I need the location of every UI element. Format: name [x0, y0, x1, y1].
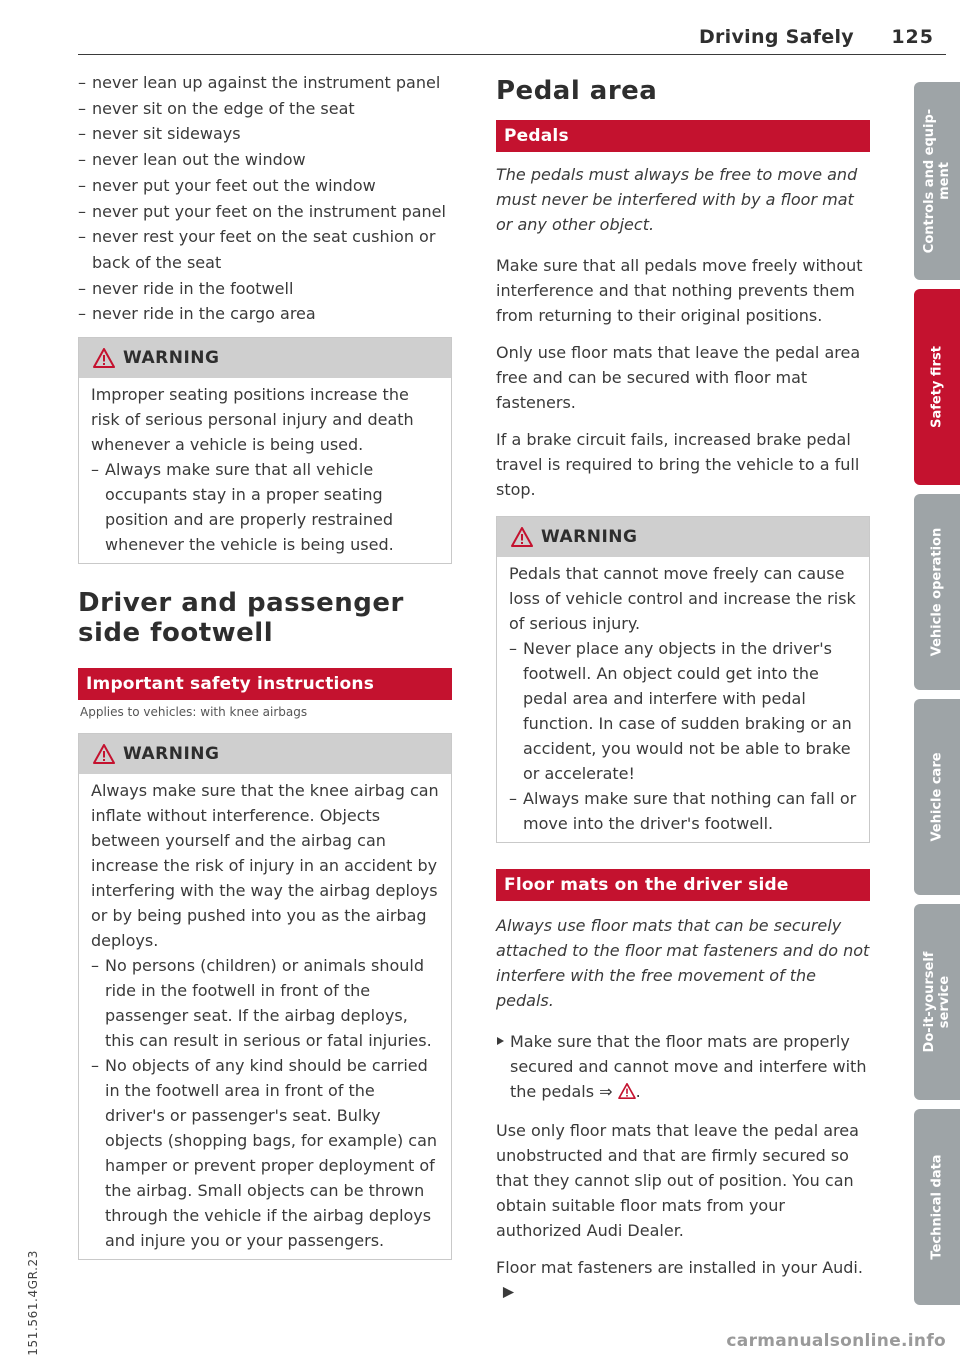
warning-triangle-icon	[511, 527, 533, 547]
page-header	[78, 22, 946, 55]
warning-label: WARNING	[123, 744, 220, 765]
section-title-footwell: Driver and passenger side footwell	[78, 588, 404, 649]
subsection-title-floor-mats: Floor mats on the driver side	[496, 869, 870, 901]
section-title-pedal-area: Pedal area	[496, 76, 658, 106]
tab-controls-and-equipment[interactable]: Controls and equip- ment	[914, 82, 960, 280]
warning-box-pedals	[496, 516, 870, 843]
list-item: – never lean out the window	[78, 147, 452, 173]
right-column	[496, 70, 870, 1305]
floor-mats-step: Make sure that the floor mats are properly secured and cannot move and interfere with the pedals ⇒ .	[496, 1029, 870, 1104]
section-running-title: Driving Safely	[698, 26, 854, 48]
warning-label: WARNING	[123, 348, 220, 369]
floor-mats-step-text: Make sure that the floor mats are properly secured and cannot move and interfere with the pedals ⇒	[510, 1032, 867, 1101]
applies-note: Applies to vehicles: with knee airbags	[80, 705, 308, 720]
warning-label: WARNING	[541, 527, 638, 547]
floor-mats-paragraph: Floor mat fasteners are installed in your Audi.	[496, 1255, 870, 1305]
warning-item: – Never place any objects in the driver's footwell. An object could get into the pedal area and interfere with pedal function. In case of sudden braking or an accident, you would not be able to brake or accelerate!	[509, 636, 857, 786]
document-code: 151.561.4GR.23	[26, 1250, 40, 1356]
pedals-paragraph: If a brake circuit fails, increased brake pedal travel is required to bring the vehicle to a full stop.	[496, 430, 860, 499]
warning-item: – No objects of any kind should be carried in the footwell area in front of the driver's or passenger's seat. Bulky objects (shopping bags, for example) can hamper or prevent proper deployment of the airbag. Small objects can be thrown through the vehicle if the airbag deploys and injure you or your passengers.	[91, 1053, 439, 1253]
warning-header	[497, 517, 869, 557]
warning-box-seating	[78, 337, 452, 564]
tab-safety-first[interactable]: Safety first	[914, 289, 960, 485]
tab-vehicle-operation[interactable]: Vehicle operation	[914, 494, 960, 690]
warning-box-knee-airbag	[78, 733, 452, 1260]
list-item: – never ride in the cargo area	[78, 301, 452, 327]
warning-text: Pedals that cannot move freely can cause loss of vehicle control and increase the risk of serious injury.	[509, 564, 856, 633]
warning-text: Improper seating positions increase the risk of serious personal injury and death whenever a vehicle is being used.	[91, 385, 414, 455]
tab-technical-data[interactable]: Technical data	[914, 1109, 960, 1305]
warning-triangle-icon	[93, 348, 115, 368]
floor-mats-intro: Always use floor mats that can be securely attached to the floor mat fasteners and do not interfere with the free movement of the pedals.	[496, 916, 870, 1010]
pedals-intro: The pedals must always be free to move and must never be interfered with by a floor mat or any other object.	[496, 165, 858, 234]
list-item: – never rest your feet on the seat cushion or back of the seat	[78, 224, 452, 275]
warning-triangle-icon	[93, 744, 115, 764]
continue-arrow-icon	[502, 1286, 515, 1299]
list-item: – never put your feet out the window	[78, 173, 452, 199]
tab-do-it-yourself-service[interactable]: Do-it-yourself service	[914, 904, 960, 1100]
pedals-paragraph: Only use floor mats that leave the pedal area free and can be secured with floor mat fasteners.	[496, 343, 861, 412]
warning-item: – Always make sure that all vehicle occupants stay in a proper seating position and are properly restrained whenever the vehicle is being used.	[91, 457, 439, 557]
list-item: – never sit sideways	[78, 121, 452, 147]
page-number: 125	[891, 26, 934, 48]
warning-text: Always make sure that the knee airbag can inflate without interference. Objects between yourself and the airbag can increase the risk of injury in an accident by interfering with the way the airbag deploys or by being pushed into you as the airbag deploys.	[91, 781, 439, 951]
list-item: – never put your feet on the instrument panel	[78, 199, 452, 225]
tab-vehicle-care[interactable]: Vehicle care	[914, 699, 960, 895]
warning-header	[79, 734, 451, 774]
floor-mats-paragraph: Use only floor mats that leave the pedal area unobstructed and that are firmly secured so that they cannot slip out of position. You can obtain suitable floor mats from your authorized Audi Dealer.	[496, 1121, 859, 1240]
warning-item: – Always make sure that nothing can fall or move into the driver's footwell.	[509, 786, 857, 836]
watermark: carmanualsonline.info	[726, 1331, 946, 1351]
list-item: – never lean up against the instrument panel	[78, 70, 452, 96]
subsection-title-safety: Important safety instructions	[78, 668, 452, 700]
warning-header	[79, 338, 451, 378]
warning-item: – No persons (children) or animals should ride in the footwell in front of the passenger seat. If the airbag deploys, this can result in serious or fatal injuries.	[91, 953, 439, 1053]
list-item: – never ride in the footwell	[78, 276, 452, 302]
left-column	[78, 70, 452, 1260]
list-item: – never sit on the edge of the seat	[78, 96, 452, 122]
pedals-paragraph: Make sure that all pedals move freely without interference and that nothing prevents them from returning to their original positions.	[496, 256, 863, 325]
subsection-title-pedals: Pedals	[496, 120, 870, 152]
warning-triangle-icon	[618, 1083, 636, 1099]
seating-rules-list	[78, 70, 452, 327]
